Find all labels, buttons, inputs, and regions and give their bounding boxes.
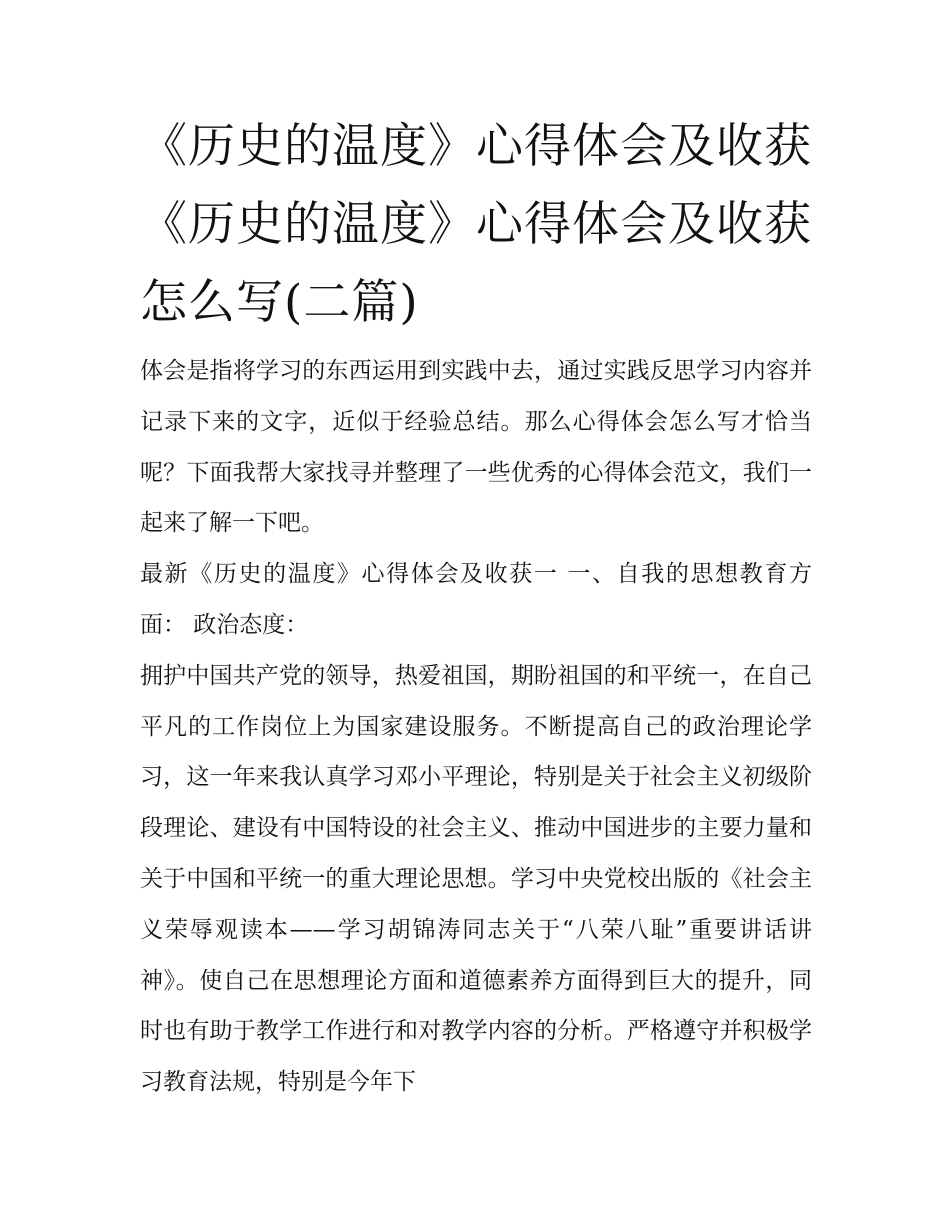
body-paragraph: 拥护中国共产党的领导，热爱祖国，期盼祖国的和平统一，在自己平凡的工作岗位上为国家建设服务。不断提高自己的政治理论学习，这一年来我认真学习邓小平理论，特别是关于社会主义初级阶段理论、建设有中国特设的社会主义、推动中国进步的主要力量和关于中国和平统一的重大理论思想。学习中央党校出版的《社会主义荣辱观读本——学习胡锦涛同志关于“八荣八耻”重要讲话讲神》。使自己在思想理论方面和道德素养方面得到巨大的提升，同时也有助于教学工作进行和对教学内容的分析。严格遵守并积极学习教育法规，特别是今年下 <box>140 662 812 1096</box>
section-heading-paragraph: 最新《历史的温度》心得体会及收获一 一、自我的思想教育方面： 政治态度： <box>140 561 812 638</box>
intro-paragraph: 体会是指将学习的东西运用到实践中去，通过实践反思学习内容并记录下来的文字，近似于经验总结。那么心得体会怎么写才恰当呢？下面我帮大家找寻并整理了一些优秀的心得体会范文，我们一起来了解一下吧。 <box>140 358 812 537</box>
document-page <box>140 108 812 1108</box>
document-title: 《历史的温度》心得体会及收获 《历史的温度》心得体会及收获怎么写(二篇) <box>140 119 812 330</box>
